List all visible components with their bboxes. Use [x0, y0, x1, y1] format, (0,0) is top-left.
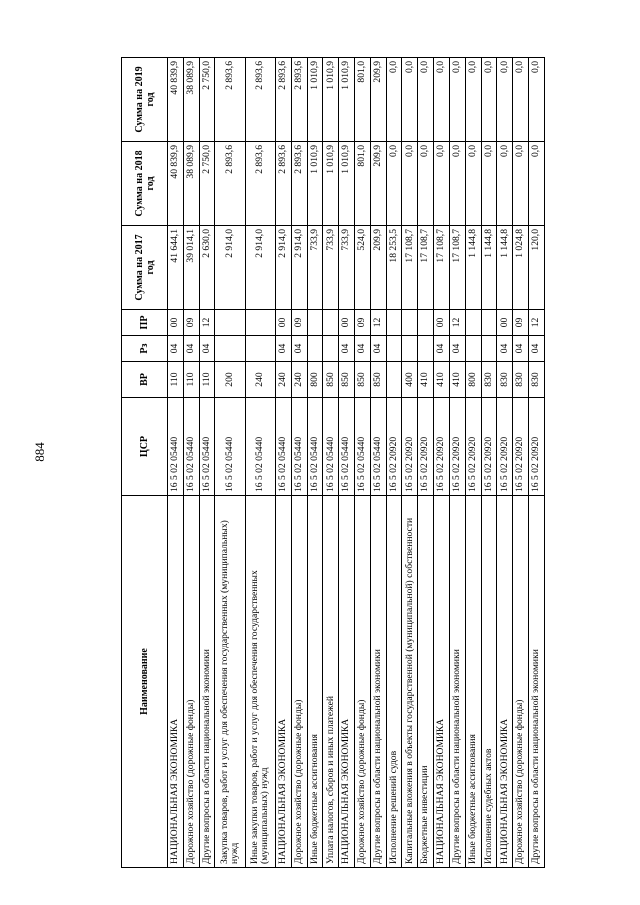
cell-csr: 16 5 02 05440 — [355, 398, 371, 496]
cell-vr: 800 — [465, 362, 481, 398]
cell-pr — [323, 310, 339, 336]
cell-sum-2018: 0,0 — [418, 142, 434, 226]
cell-name: Иные закупки товаров, работ и услуг для обеспечения государственных (муниципальных) нужд — [245, 496, 275, 868]
cell-sum-2019: 801,0 — [355, 58, 371, 142]
cell-pr — [481, 310, 497, 336]
budget-table-container — [121, 58, 545, 868]
header-csr: ЦСР — [122, 398, 168, 496]
cell-sum-2019: 1 010,9 — [307, 58, 323, 142]
cell-csr: 16 5 02 05440 — [215, 398, 245, 496]
cell-vr: 800 — [307, 362, 323, 398]
cell-name: Дорожное хозяйство (дорожные фонды) — [513, 496, 529, 868]
table-row — [497, 58, 513, 868]
cell-sum-2018: 801,0 — [355, 142, 371, 226]
cell-sum-2018: 1 010,9 — [323, 142, 339, 226]
cell-name: Исполнение решений судов — [386, 496, 402, 868]
cell-vr: 850 — [370, 362, 386, 398]
cell-csr: 16 5 02 20920 — [513, 398, 529, 496]
cell-name: Капитальные вложения в объекты государственной (муниципальной) собственности — [402, 496, 418, 868]
cell-rz: 04 — [370, 336, 386, 362]
cell-sum-2017: 39 014,1 — [183, 226, 199, 310]
cell-vr: 110 — [168, 362, 184, 398]
cell-name: НАЦИОНАЛЬНАЯ ЭКОНОМИКА — [168, 496, 184, 868]
cell-sum-2018: 0,0 — [386, 142, 402, 226]
cell-sum-2017: 17 108,7 — [449, 226, 465, 310]
cell-name: НАЦИОНАЛЬНАЯ ЭКОНОМИКА — [497, 496, 513, 868]
table-header-row — [122, 58, 168, 868]
table-row — [386, 58, 402, 868]
cell-pr: 00 — [497, 310, 513, 336]
cell-sum-2017: 733,9 — [307, 226, 323, 310]
cell-pr — [215, 310, 245, 336]
cell-vr: 110 — [183, 362, 199, 398]
cell-vr: 850 — [355, 362, 371, 398]
cell-csr: 16 5 02 05440 — [307, 398, 323, 496]
table-row — [199, 58, 215, 868]
cell-rz: 04 — [183, 336, 199, 362]
cell-pr — [245, 310, 275, 336]
cell-vr: 200 — [215, 362, 245, 398]
cell-vr: 850 — [323, 362, 339, 398]
cell-sum-2018: 2 893,6 — [291, 142, 307, 226]
cell-rz: 04 — [528, 336, 544, 362]
cell-csr: 16 5 02 05440 — [323, 398, 339, 496]
cell-rz: 04 — [275, 336, 291, 362]
header-sum-2017: Сумма на 2017 год — [122, 226, 168, 310]
cell-pr: 09 — [355, 310, 371, 336]
cell-rz: 04 — [434, 336, 450, 362]
cell-vr: 410 — [449, 362, 465, 398]
cell-name: Другие вопросы в области национальной экономики — [528, 496, 544, 868]
cell-csr: 16 5 02 05440 — [370, 398, 386, 496]
cell-csr: 16 5 02 05440 — [291, 398, 307, 496]
cell-pr: 00 — [434, 310, 450, 336]
cell-sum-2017: 17 108,7 — [434, 226, 450, 310]
cell-csr: 16 5 02 20920 — [434, 398, 450, 496]
cell-csr: 16 5 02 20920 — [497, 398, 513, 496]
cell-pr: 00 — [168, 310, 184, 336]
cell-csr: 16 5 02 05440 — [168, 398, 184, 496]
cell-pr: 09 — [183, 310, 199, 336]
cell-vr: 110 — [199, 362, 215, 398]
table-row — [215, 58, 245, 868]
cell-name: НАЦИОНАЛЬНАЯ ЭКОНОМИКА — [275, 496, 291, 868]
table-row — [291, 58, 307, 868]
cell-vr: 830 — [513, 362, 529, 398]
cell-sum-2017: 41 644,1 — [168, 226, 184, 310]
table-row — [275, 58, 291, 868]
cell-sum-2017: 2 914,0 — [245, 226, 275, 310]
cell-sum-2017: 2 914,0 — [291, 226, 307, 310]
cell-name: Дорожное хозяйство (дорожные фонды) — [183, 496, 199, 868]
cell-sum-2019: 2 893,6 — [275, 58, 291, 142]
cell-sum-2018: 0,0 — [513, 142, 529, 226]
table-row — [402, 58, 418, 868]
table-row — [339, 58, 355, 868]
cell-rz — [307, 336, 323, 362]
cell-csr: 16 5 02 05440 — [339, 398, 355, 496]
cell-sum-2019: 0,0 — [513, 58, 529, 142]
cell-name: Иные бюджетные ассигнования — [465, 496, 481, 868]
cell-sum-2019: 0,0 — [497, 58, 513, 142]
cell-vr: 410 — [418, 362, 434, 398]
cell-name: Исполнение судебных актов — [481, 496, 497, 868]
header-sum-2018: Сумма на 2018 год — [122, 142, 168, 226]
cell-sum-2019: 1 010,9 — [339, 58, 355, 142]
cell-csr: 16 5 02 05440 — [275, 398, 291, 496]
cell-sum-2017: 120,0 — [528, 226, 544, 310]
header-name: Наименование — [122, 496, 168, 868]
cell-sum-2018: 1 010,9 — [339, 142, 355, 226]
cell-csr: 16 5 02 05440 — [183, 398, 199, 496]
cell-vr: 240 — [245, 362, 275, 398]
cell-rz: 04 — [168, 336, 184, 362]
cell-csr: 16 5 02 20920 — [386, 398, 402, 496]
cell-sum-2019: 2 893,6 — [245, 58, 275, 142]
cell-name: НАЦИОНАЛЬНАЯ ЭКОНОМИКА — [434, 496, 450, 868]
table-row — [307, 58, 323, 868]
cell-rz: 04 — [513, 336, 529, 362]
cell-pr: 00 — [275, 310, 291, 336]
table-row — [434, 58, 450, 868]
cell-sum-2018: 0,0 — [434, 142, 450, 226]
cell-csr: 16 5 02 05440 — [199, 398, 215, 496]
cell-sum-2018: 0,0 — [449, 142, 465, 226]
table-row — [168, 58, 184, 868]
cell-vr: 830 — [528, 362, 544, 398]
cell-pr — [402, 310, 418, 336]
cell-sum-2019: 0,0 — [434, 58, 450, 142]
cell-rz: 04 — [199, 336, 215, 362]
cell-rz — [386, 336, 402, 362]
cell-sum-2017: 1 144,8 — [497, 226, 513, 310]
table-row — [449, 58, 465, 868]
cell-name: Уплата налогов, сборов и иных платежей — [323, 496, 339, 868]
cell-sum-2017: 2 914,0 — [215, 226, 245, 310]
cell-pr — [465, 310, 481, 336]
cell-vr: 830 — [481, 362, 497, 398]
cell-csr: 16 5 02 20920 — [465, 398, 481, 496]
cell-sum-2018: 40 839,9 — [168, 142, 184, 226]
cell-sum-2017: 733,9 — [339, 226, 355, 310]
table-row — [323, 58, 339, 868]
cell-sum-2019: 2 893,6 — [215, 58, 245, 142]
cell-name: Дорожное хозяйство (дорожные фонды) — [355, 496, 371, 868]
cell-sum-2019: 38 089,9 — [183, 58, 199, 142]
cell-sum-2019: 2 893,6 — [291, 58, 307, 142]
cell-csr: 16 5 02 20920 — [418, 398, 434, 496]
cell-sum-2017: 524,0 — [355, 226, 371, 310]
cell-pr — [307, 310, 323, 336]
cell-sum-2019: 0,0 — [481, 58, 497, 142]
cell-sum-2017: 2 914,0 — [275, 226, 291, 310]
cell-sum-2018: 0,0 — [465, 142, 481, 226]
cell-sum-2017: 1 144,8 — [481, 226, 497, 310]
cell-sum-2019: 0,0 — [386, 58, 402, 142]
cell-name: Дорожное хозяйство (дорожные фонды) — [291, 496, 307, 868]
cell-csr: 16 5 02 20920 — [481, 398, 497, 496]
cell-sum-2017: 1 144,8 — [465, 226, 481, 310]
cell-csr: 16 5 02 05440 — [245, 398, 275, 496]
cell-sum-2019: 1 010,9 — [323, 58, 339, 142]
cell-csr: 16 5 02 20920 — [402, 398, 418, 496]
cell-sum-2018: 38 089,9 — [183, 142, 199, 226]
cell-sum-2018: 0,0 — [402, 142, 418, 226]
cell-pr — [386, 310, 402, 336]
cell-sum-2019: 0,0 — [465, 58, 481, 142]
cell-sum-2017: 733,9 — [323, 226, 339, 310]
cell-sum-2018: 0,0 — [497, 142, 513, 226]
cell-sum-2019: 40 839,9 — [168, 58, 184, 142]
cell-sum-2017: 2 630,0 — [199, 226, 215, 310]
cell-pr: 00 — [339, 310, 355, 336]
cell-pr: 12 — [199, 310, 215, 336]
cell-rz: 04 — [355, 336, 371, 362]
table-row — [245, 58, 275, 868]
cell-sum-2017: 17 108,7 — [402, 226, 418, 310]
table-row — [355, 58, 371, 868]
cell-rz: 04 — [291, 336, 307, 362]
table-row — [481, 58, 497, 868]
cell-sum-2017: 17 108,7 — [418, 226, 434, 310]
cell-pr: 09 — [513, 310, 529, 336]
table-row — [528, 58, 544, 868]
cell-pr: 12 — [449, 310, 465, 336]
cell-sum-2019: 0,0 — [418, 58, 434, 142]
page-number: 884 — [32, 442, 47, 462]
cell-rz: 04 — [449, 336, 465, 362]
table-row — [418, 58, 434, 868]
header-pr: ПР — [122, 310, 168, 336]
cell-sum-2018: 2 750,0 — [199, 142, 215, 226]
cell-sum-2019: 0,0 — [449, 58, 465, 142]
cell-rz — [245, 336, 275, 362]
cell-sum-2017: 18 253,5 — [386, 226, 402, 310]
table-row — [465, 58, 481, 868]
cell-sum-2018: 209,9 — [370, 142, 386, 226]
cell-vr: 400 — [402, 362, 418, 398]
cell-sum-2019: 209,9 — [370, 58, 386, 142]
header-vr: ВР — [122, 362, 168, 398]
cell-name: Другие вопросы в области национальной экономики — [370, 496, 386, 868]
cell-sum-2017: 1 024,8 — [513, 226, 529, 310]
cell-csr: 16 5 02 20920 — [528, 398, 544, 496]
cell-vr: 410 — [434, 362, 450, 398]
cell-sum-2019: 0,0 — [528, 58, 544, 142]
cell-name: Другие вопросы в области национальной экономики — [449, 496, 465, 868]
cell-vr: 850 — [339, 362, 355, 398]
cell-rz — [215, 336, 245, 362]
table-row — [183, 58, 199, 868]
cell-name: НАЦИОНАЛЬНАЯ ЭКОНОМИКА — [339, 496, 355, 868]
cell-sum-2018: 1 010,9 — [307, 142, 323, 226]
cell-rz — [481, 336, 497, 362]
cell-sum-2018: 0,0 — [528, 142, 544, 226]
cell-rz — [418, 336, 434, 362]
header-sum-2019: Сумма на 2019 год — [122, 58, 168, 142]
cell-name: Закупка товаров, работ и услуг для обеспечения государственных (муниципальных) нужд — [215, 496, 245, 868]
cell-rz — [465, 336, 481, 362]
cell-pr: 09 — [291, 310, 307, 336]
cell-pr — [418, 310, 434, 336]
cell-vr: 830 — [497, 362, 513, 398]
budget-table — [121, 57, 545, 868]
cell-name: Бюджетные инвестиции — [418, 496, 434, 868]
cell-rz: 04 — [497, 336, 513, 362]
cell-sum-2019: 2 750,0 — [199, 58, 215, 142]
cell-rz — [402, 336, 418, 362]
cell-sum-2018: 2 893,6 — [245, 142, 275, 226]
cell-pr: 12 — [528, 310, 544, 336]
cell-rz: 04 — [339, 336, 355, 362]
table-row — [370, 58, 386, 868]
cell-rz — [323, 336, 339, 362]
cell-sum-2018: 2 893,6 — [215, 142, 245, 226]
cell-pr: 12 — [370, 310, 386, 336]
cell-vr — [386, 362, 402, 398]
cell-sum-2018: 0,0 — [481, 142, 497, 226]
cell-name: Иные бюджетные ассигнования — [307, 496, 323, 868]
cell-sum-2018: 2 893,6 — [275, 142, 291, 226]
header-rz: Рз — [122, 336, 168, 362]
table-row — [513, 58, 529, 868]
table-body — [168, 58, 545, 868]
cell-sum-2019: 0,0 — [402, 58, 418, 142]
cell-vr: 240 — [275, 362, 291, 398]
cell-sum-2017: 209,9 — [370, 226, 386, 310]
cell-csr: 16 5 02 20920 — [449, 398, 465, 496]
cell-name: Другие вопросы в области национальной экономики — [199, 496, 215, 868]
cell-vr: 240 — [291, 362, 307, 398]
